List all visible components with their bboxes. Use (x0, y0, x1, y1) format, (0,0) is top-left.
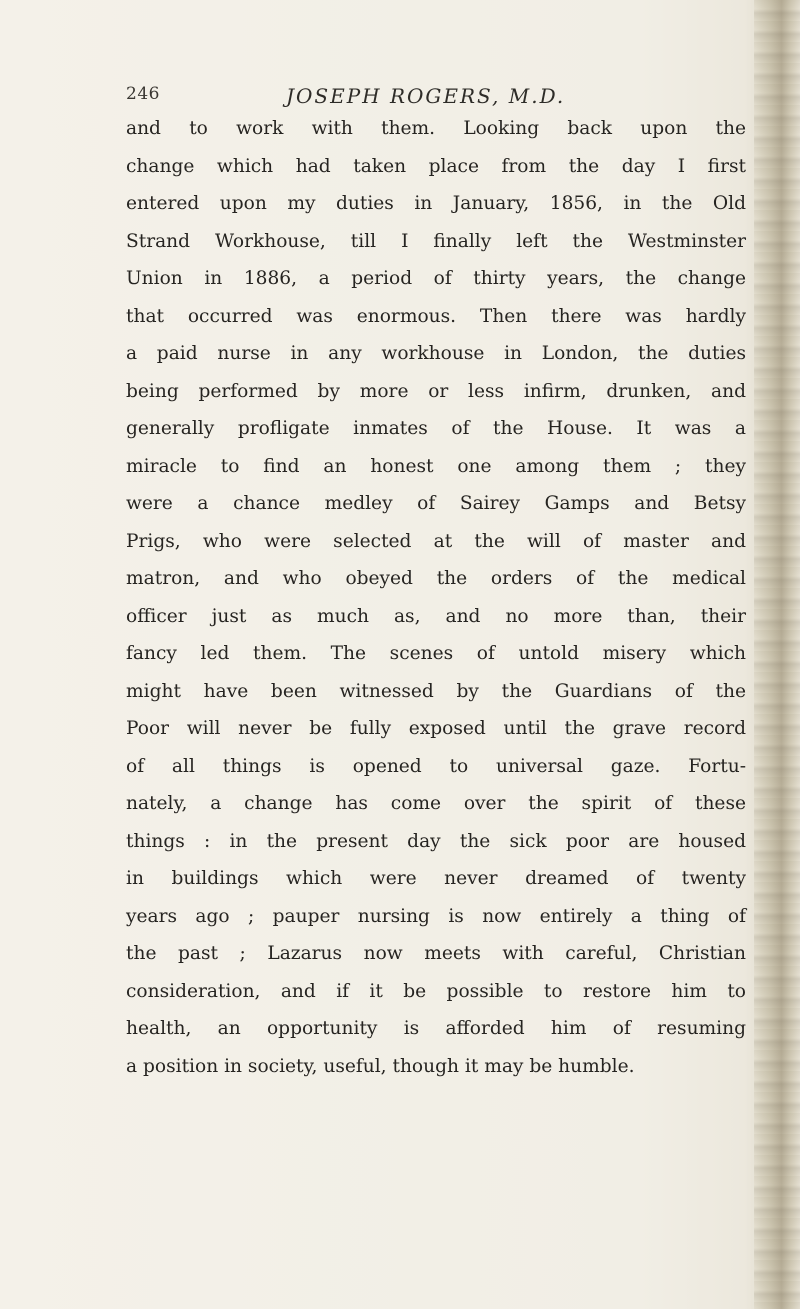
text-line: a paid nurse in any workhouse in London, the duties (126, 343, 746, 364)
text-line: fancy led them. The scenes of untold misery which (126, 643, 746, 664)
text-line: Poor will never be fully exposed until the grave record (126, 718, 746, 739)
text-line: health, an opportunity is afforded him of resuming (126, 1018, 746, 1039)
text-line: Strand Workhouse, till I finally left the Westminster (126, 230, 746, 252)
text-line: and to work with them. Looking back upon the (126, 118, 746, 139)
text-line: were a chance medley of Sairey Gamps and Betsy (126, 493, 746, 514)
text-line: might have been witnessed by the Guardians of the (126, 680, 746, 702)
text-line: generally profligate inmates of the House. It was a (126, 418, 746, 439)
page-number: 246 (126, 84, 160, 104)
text-line: officer just as much as, and no more than, their (126, 605, 746, 627)
page-binding-edge (754, 0, 800, 1309)
text-line: that occurred was enormous. Then there was hardly (126, 305, 746, 327)
text-line: years ago ; pauper nursing is now entirely a thing of (126, 905, 746, 927)
text-line: Union in 1886, a period of thirty years, the change (126, 268, 746, 289)
text-line: consideration, and if it be possible to restore him to (126, 980, 746, 1002)
body-paragraph (126, 110, 746, 1085)
text-line: Prigs, who were selected at the will of master and (126, 530, 746, 552)
text-line: of all things is opened to universal gaze. Fortu- (126, 755, 746, 777)
text-line: nately, a change has come over the spirit of these (126, 793, 746, 814)
text-line: miracle to find an honest one among them ; they (126, 455, 746, 477)
text-line: entered upon my duties in January, 1856, in the Old (126, 193, 746, 214)
running-head: JOSEPH ROGERS, M.D. (286, 84, 566, 108)
text-line: in buildings which were never dreamed of twenty (126, 868, 746, 889)
text-line: matron, and who obeyed the orders of the medical (126, 568, 746, 589)
text-line: things : in the present day the sick poor are housed (126, 830, 746, 852)
text-line: a position in society, useful, though it may be humble. (126, 1055, 635, 1077)
text-line: change which had taken place from the day I first (126, 155, 746, 177)
text-line: the past ; Lazarus now meets with careful, Christian (126, 943, 746, 964)
text-line: being performed by more or less infirm, drunken, and (126, 380, 746, 402)
